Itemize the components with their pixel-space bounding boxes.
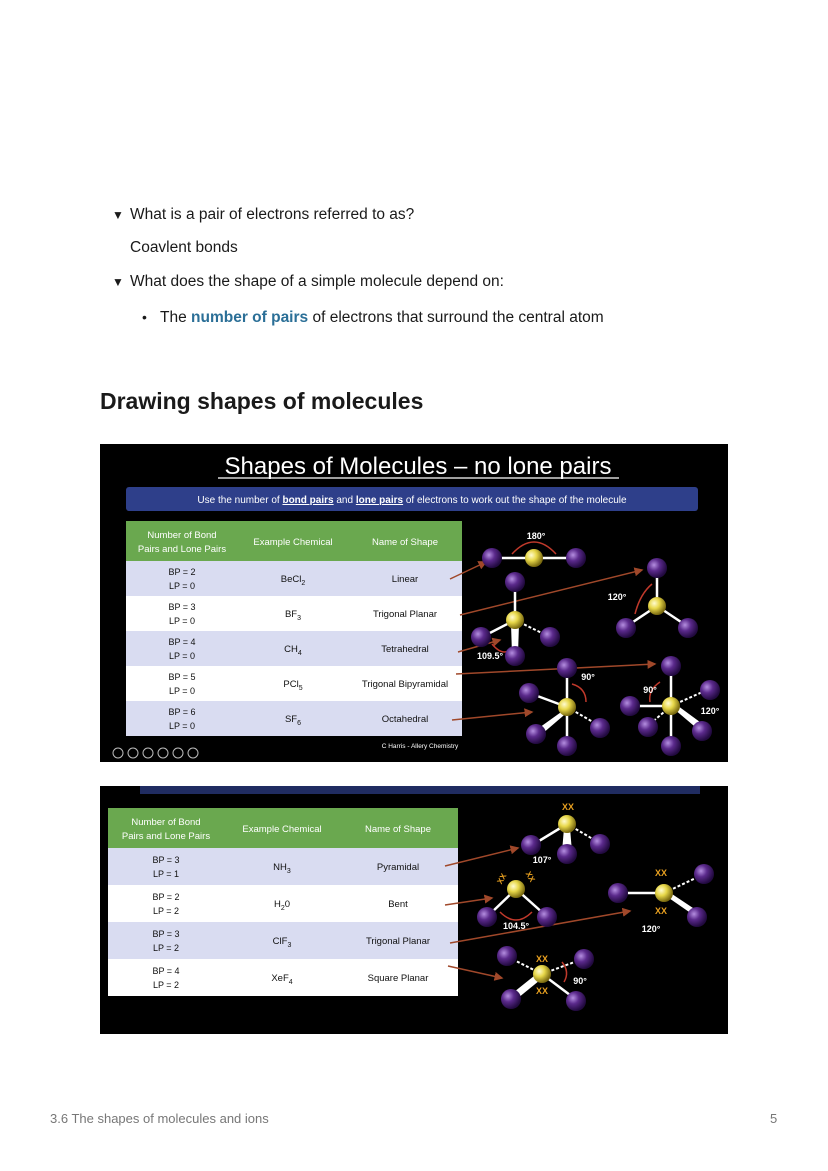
angle-label: 90° [643,685,657,695]
cell-shape: Trigonal Planar [372,609,438,620]
header-bond-pairs-2: Pairs and Lone Pairs [137,544,227,555]
cell-chemical: $CH_4$ [284,644,302,657]
cell-shape: Trigonal Bipyramidal [361,679,449,690]
cell-bp: BP = 2 [168,567,196,577]
section-heading: Drawing shapes of molecules [100,388,424,414]
molecule-clf3 [608,864,714,934]
cell-bp: BP = 4 [152,966,180,976]
table-row [126,631,462,666]
cell-chemical: XeF$_4$ [271,973,293,986]
cell-lp: LP = 0 [168,651,196,661]
cell-bp: BP = 2 [152,892,180,902]
cell-bp: BP = 6 [168,707,196,717]
molecule-trigonal-bipyramidal [519,658,610,756]
toggle-question-2[interactable] [112,273,504,291]
previous-icon [113,748,123,758]
cell-shape: Pyramidal [376,862,420,873]
lone-pair-label: XX [535,954,549,964]
highlighted-term: number of pairs [191,309,309,326]
slide-credit: C Harris - Allery Chemistry [381,743,459,750]
cell-lp: LP = 0 [168,581,196,591]
molecule-octahedral [620,656,720,756]
cell-bp: BP = 3 [152,855,180,865]
table-row [108,922,458,959]
table-row [126,701,462,736]
header-bond-pairs-1: Number of Bond [131,817,201,828]
cell-chemical: ClF$_3$ [272,936,292,949]
table-row [126,596,462,631]
question-text: What is a pair of electrons referred to as? [130,206,415,223]
cell-bp: BP = 3 [168,602,196,612]
cell-shape: Square Planar [367,973,429,984]
cell-lp: LP = 1 [152,869,180,879]
molecule-trigonal-planar [608,558,698,638]
lone-pair-label: XX [535,986,549,996]
cell-chemical: BeCl$_2$ [280,574,306,587]
zoom-icon [173,748,183,758]
molecule-linear [482,531,586,568]
angle-label: 120° [607,592,627,602]
lone-pair-label: XX [654,906,668,916]
table-row [108,848,458,885]
cell-shape: Octahedral [381,714,429,725]
angle-label: 90° [573,976,587,986]
header-shape: Name of Shape [364,824,432,835]
slide-title: Shapes of Molecules – no lone pairs [224,453,612,480]
cell-bp: BP = 3 [152,929,180,939]
cell-chemical: $BF_3$ [284,609,302,622]
angle-label: 120° [700,706,720,716]
angle-label: 104.5° [502,921,530,931]
lone-pair-label: XX [495,871,509,886]
slides-icon [158,748,168,758]
table-row [108,959,458,996]
cell-lp: LP = 2 [152,906,180,916]
question-text: What does the shape of a simple molecule depend on: [130,273,504,290]
header-example: Example Chemical [253,537,333,548]
page-number: 5 [770,1111,778,1126]
table-row [108,885,458,922]
toggle-triangle-icon[interactable]: ▼ [112,275,124,289]
cell-lp: LP = 0 [168,686,196,696]
cell-bp: BP = 5 [168,672,196,682]
cell-lp: LP = 2 [152,943,180,953]
cell-lp: LP = 0 [168,616,196,626]
cropped-banner [140,786,700,794]
cell-chemical: $SF_6$ [284,714,302,727]
slide-image-no-lone-pairs [100,444,728,762]
lone-pair-label: XX [561,802,575,812]
header-example: Example Chemical [242,824,322,835]
answer-text: Coavlent bonds [130,239,238,256]
cell-shape: Tetrahedral [381,644,429,655]
pen-icon [143,748,153,758]
header-bond-pairs-1: Number of Bond [147,530,217,541]
cell-chemical: $NH_3$ [273,862,291,875]
angle-label: 90° [581,672,595,682]
table-row [126,666,462,701]
next-icon [128,748,138,758]
molecule-square-planar [497,946,594,1011]
toggle-triangle-icon[interactable]: ▼ [112,208,124,222]
table-row [126,561,462,596]
angle-label: 120° [641,924,661,934]
footer-title: 3.6 The shapes of molecules and ions [50,1111,269,1126]
angle-label: 107° [532,855,552,865]
cell-chemical: $H_20$ [273,899,291,912]
cell-shape: Bent [388,899,408,910]
banner-text: Use the number of bond pairs and lone pairs of electrons to work out the shape of the molecule [197,495,627,506]
cell-lp: LP = 2 [152,980,180,990]
molecule-tetrahedral [471,572,560,666]
slide-image-with-lone-pairs [100,786,728,1034]
lone-pair-label: XX [523,869,537,884]
lone-pair-label: XX [654,868,668,878]
molecule-bent [477,870,557,931]
cell-shape: Trigonal Planar [365,936,431,947]
bullet-item [142,309,604,327]
more-icon [188,748,198,758]
cell-bp: BP = 4 [168,637,196,647]
bullet-dot-icon: • [142,309,147,325]
cell-chemical: PCl$_5$ [283,679,303,692]
header-shape: Name of Shape [371,537,439,548]
cell-shape: Linear [391,574,419,585]
slide-player-controls[interactable] [113,748,198,758]
header-bond-pairs-2: Pairs and Lone Pairs [121,831,211,842]
bullet-text-post: of electrons that surround the central atom [308,309,604,326]
molecule-pyramidal [521,802,610,865]
angle-label: 109.5° [476,651,504,661]
bullet-text-pre: The [160,309,192,326]
angle-label: 180° [526,531,546,541]
toggle-question-1[interactable] [112,206,414,224]
cell-lp: LP = 0 [168,721,196,731]
